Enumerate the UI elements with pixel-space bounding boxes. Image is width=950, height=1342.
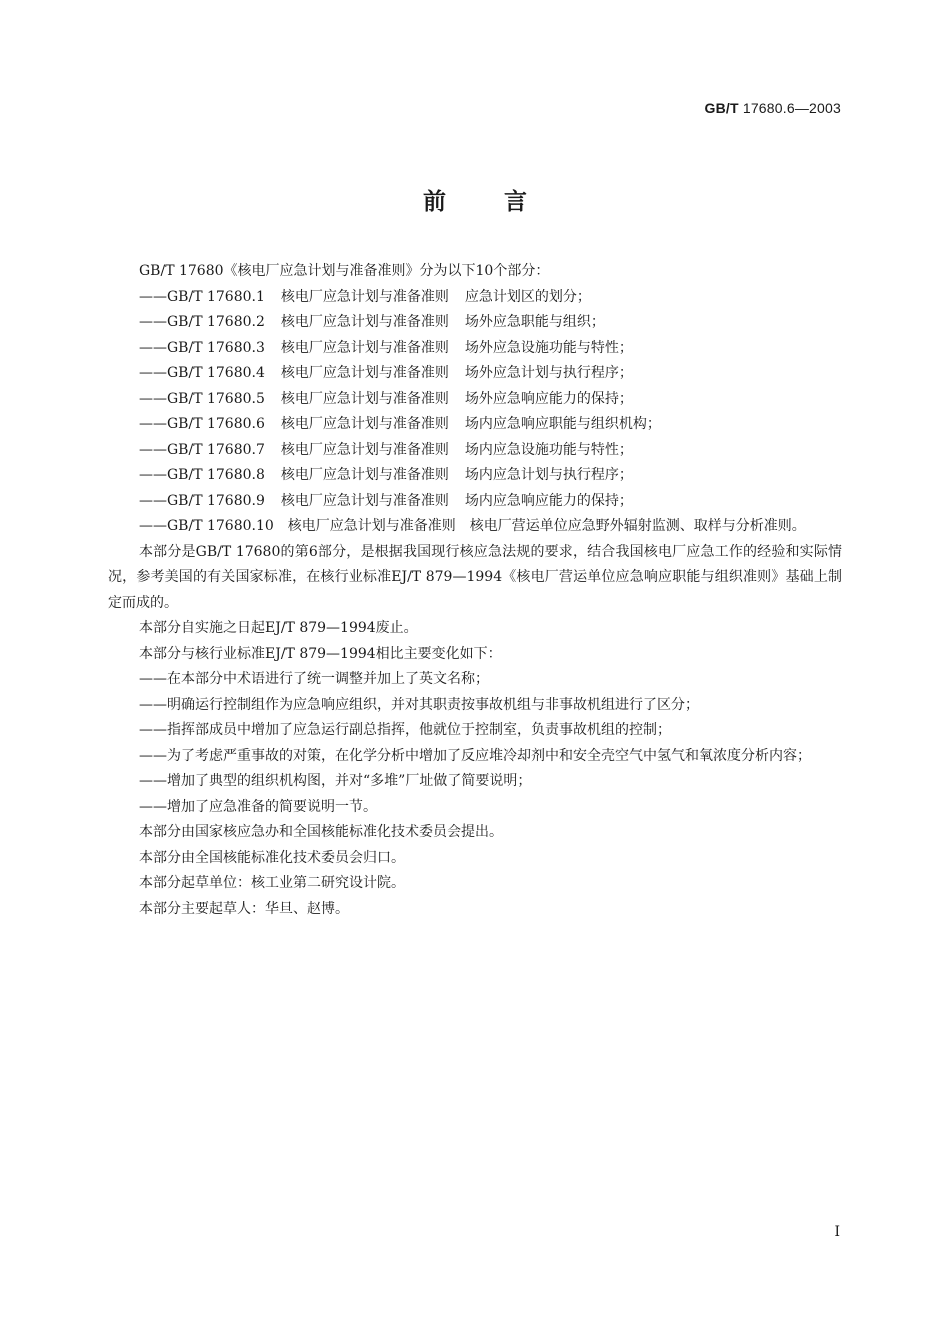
part-item: ——GB/T 17680.6 核电厂应急计划与准备准则 场内应急响应职能与组织机构； [139, 416, 661, 432]
part-item: ——GB/T 17680.9 核电厂应急计划与准备准则 场内应急响应能力的保持； [139, 492, 633, 509]
part-item: ——GB/T 17680.3 核电厂应急计划与准备准则 场外应急设施功能与特性； [139, 339, 633, 356]
standard-prefix: GB/T [704, 100, 739, 116]
proposed-paragraph: 本部分由国家核应急办和全国核能标准化技术委员会提出。 [139, 824, 503, 840]
drafters-paragraph: 本部分主要起草人：华旦、赵博。 [139, 900, 349, 917]
part-item-10: ——GB/T 17680.10 核电厂应急计划与准备准则 核电厂营运单位应急野外辐射监测、取样与分析准则。 [139, 518, 806, 534]
part-item: ——GB/T 17680.2 核电厂应急计划与准备准则 场外应急职能与组织； [139, 314, 605, 330]
change-item: ——增加了应急准备的简要说明一节。 [139, 798, 377, 815]
change-item: ——明确运行控制组作为应急响应组织，并对其职责按事故机组与非事故机组进行了区分； [139, 696, 699, 713]
page-number: I [834, 1224, 840, 1240]
basis-paragraph: 本部分是GB/T 17680的第6部分，是根据我国现行核应急法规的要求，结合我国核电厂应急工作的经验和实际情况，参考美国的有关国家标准，在核行业标准EJ/T 879—1994《核电厂营运单位应急响应职能与组织准则》基础上制定而成的。 [108, 543, 842, 611]
change-item: ——增加了典型的组织机构图，并对“多堆”厂址做了简要说明； [139, 773, 532, 789]
part-item: ——GB/T 17680.4 核电厂应急计划与准备准则 场外应急计划与执行程序； [139, 365, 633, 381]
drafter-unit-paragraph: 本部分起草单位：核工业第二研究设计院。 [139, 875, 405, 891]
part-item: ——GB/T 17680.5 核电厂应急计划与准备准则 场外应急响应能力的保持； [139, 390, 633, 407]
part-item: ——GB/T 17680.7 核电厂应急计划与准备准则 场内应急设施功能与特性； [139, 441, 633, 458]
intro-paragraph: GB/T 17680《核电厂应急计划与准备准则》分为以下10个部分： [139, 263, 550, 279]
standard-number: 17680.6—2003 [738, 100, 841, 116]
change-item: ——在本部分中术语进行了统一调整并加上了英文名称； [139, 671, 489, 687]
changes-paragraph: 本部分与核行业标准EJ/T 879—1994相比主要变化如下： [139, 645, 502, 662]
change-item: ——为了考虑严重事故的对策，在化学分析中增加了反应堆冷却剂中和安全壳空气中氢气和氧浓度分析内容； [139, 747, 811, 764]
document-body [108, 259, 842, 922]
part-item: ——GB/T 17680.1 核电厂应急计划与准备准则 应急计划区的划分； [139, 288, 591, 305]
part-item: ——GB/T 17680.8 核电厂应急计划与准备准则 场内应急计划与执行程序； [139, 467, 633, 483]
standard-code [705, 100, 842, 116]
managed-paragraph: 本部分由全国核能标准化技术委员会归口。 [139, 849, 405, 866]
change-item: ——指挥部成员中增加了应急运行副总指挥，他就位于控制室，负责事故机组的控制； [139, 722, 671, 738]
page-title: 前言 [423, 189, 585, 215]
abolish-paragraph: 本部分自实施之日起EJ/T 879—1994废止。 [139, 620, 418, 636]
